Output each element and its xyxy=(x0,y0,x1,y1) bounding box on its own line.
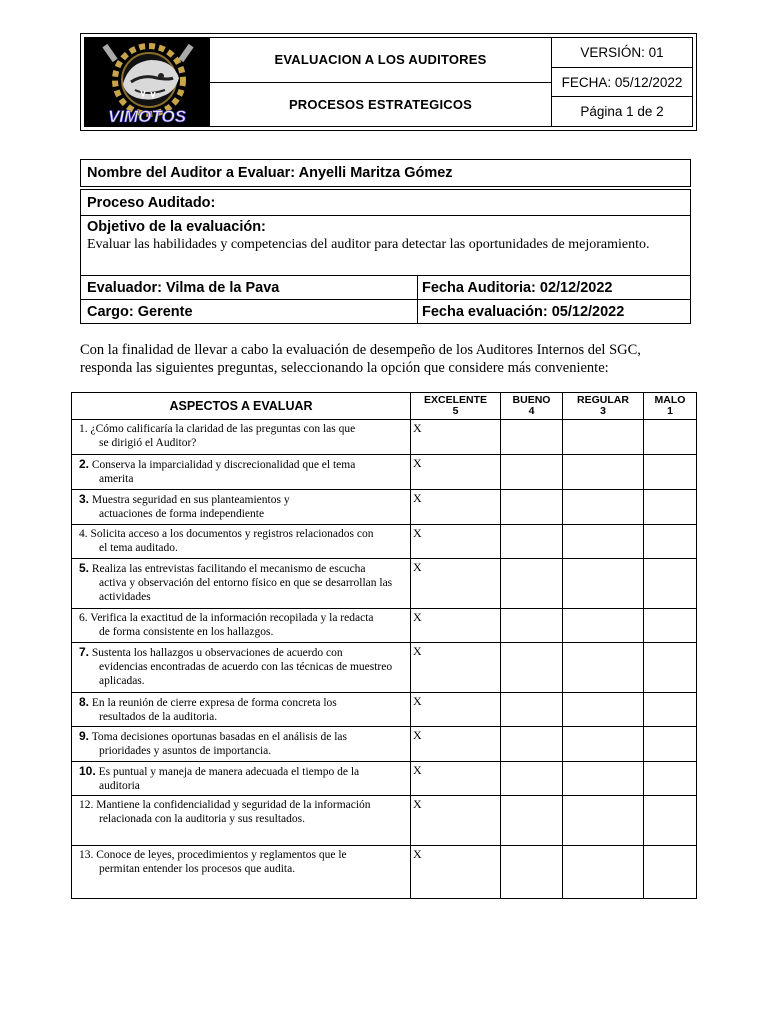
rating-cell-bueno[interactable] xyxy=(501,609,563,643)
aspect-text xyxy=(72,455,411,490)
panther-gear-logo-icon xyxy=(85,38,209,126)
rating-cell-regular[interactable] xyxy=(563,490,644,525)
rating-mark: X xyxy=(413,526,422,540)
rating-cell-malo[interactable] xyxy=(644,420,697,455)
rating-mark: X xyxy=(413,456,422,470)
aspect-number: 13. xyxy=(79,849,94,861)
rating-cell-bueno[interactable] xyxy=(501,525,563,559)
audited-process: Proceso Auditado: xyxy=(80,189,691,216)
rating-cell-regular[interactable] xyxy=(563,762,644,796)
column-score: 3 xyxy=(600,405,606,417)
aspect-first-line: ¿Cómo calificaría la claridad de las preguntas con las que xyxy=(90,423,356,435)
rating-cell-excelente[interactable] xyxy=(411,420,501,455)
aspect-first-line: Sustenta los hallazgos u observaciones de acuerdo con xyxy=(91,647,343,659)
column-score: 1 xyxy=(667,405,673,417)
rating-cell-malo[interactable] xyxy=(644,643,697,693)
rating-mark: X xyxy=(413,763,422,777)
table-row xyxy=(72,643,697,693)
aspect-continuation: amerita xyxy=(99,473,134,485)
evaluation-table xyxy=(71,392,697,899)
aspect-text xyxy=(72,559,411,609)
rating-cell-bueno[interactable] xyxy=(501,420,563,455)
column-score: 5 xyxy=(452,405,459,417)
rating-cell-regular[interactable] xyxy=(563,643,644,693)
rating-cell-regular[interactable] xyxy=(563,455,644,490)
instructions-paragraph: Con la finalidad de llevar a cabo la evaluación de desempeño de los Auditores Internos del SGC, responda las siguientes preguntas, seleccionando la opción que considere más conveniente: xyxy=(80,342,641,376)
rating-cell-malo[interactable] xyxy=(644,609,697,643)
evaluation-date: Fecha evaluación: 05/12/2022 xyxy=(422,303,625,320)
aspect-text xyxy=(72,693,411,727)
rating-cell-excelente[interactable] xyxy=(411,762,501,796)
aspect-number: 9. xyxy=(79,729,90,743)
aspect-text xyxy=(72,525,411,559)
rating-cell-excelente[interactable] xyxy=(411,846,501,899)
aspect-number: 10. xyxy=(79,764,96,778)
aspect-number: 3. xyxy=(79,492,90,506)
table-row xyxy=(72,727,697,762)
column-label: BUENO xyxy=(512,394,551,406)
rating-cell-malo[interactable] xyxy=(644,559,697,609)
aspect-text xyxy=(72,490,411,525)
evaluator-name: Evaluador: Vilma de la Pava xyxy=(81,276,418,299)
rating-cell-malo[interactable] xyxy=(644,796,697,846)
rating-mark: X xyxy=(413,491,422,505)
page-label: Página 1 de 2 xyxy=(552,96,692,126)
rating-cell-excelente[interactable] xyxy=(411,455,501,490)
rating-cell-bueno[interactable] xyxy=(501,727,563,762)
rating-cell-malo[interactable] xyxy=(644,846,697,899)
rating-mark: X xyxy=(413,610,422,624)
rating-cell-regular[interactable] xyxy=(563,796,644,846)
rating-cell-excelente[interactable] xyxy=(411,559,501,609)
aspect-continuation: de forma consistente en los hallazgos. xyxy=(99,626,274,638)
table-row xyxy=(72,609,697,643)
table-row xyxy=(72,420,697,455)
aspect-number: 4. xyxy=(79,528,88,540)
aspect-text xyxy=(72,727,411,762)
rating-cell-regular[interactable] xyxy=(563,559,644,609)
rating-cell-bueno[interactable] xyxy=(501,559,563,609)
aspect-continuation: actuaciones de forma independiente xyxy=(99,508,265,520)
rating-cell-bueno[interactable] xyxy=(501,643,563,693)
aspect-first-line: Toma decisiones oportunas basadas en el análisis de las xyxy=(91,731,348,743)
document-header xyxy=(80,33,697,131)
aspect-first-line: Solicita acceso a los documentos y registros relacionados con xyxy=(90,528,374,540)
rating-cell-bueno[interactable] xyxy=(501,796,563,846)
table-row xyxy=(72,796,697,846)
rating-cell-regular[interactable] xyxy=(563,525,644,559)
rating-cell-regular[interactable] xyxy=(563,693,644,727)
table-row xyxy=(72,846,697,899)
column-header-bueno xyxy=(501,393,563,420)
aspect-text xyxy=(72,609,411,643)
aspect-number: 6. xyxy=(79,612,88,624)
evaluation-objective xyxy=(80,216,691,276)
aspect-number: 5. xyxy=(79,561,90,575)
aspect-continuation: permitan entender los procesos que audita. xyxy=(99,863,296,875)
aspect-first-line: Conoce de leyes, procedimientos y reglamentos que le xyxy=(96,849,347,861)
rating-cell-regular[interactable] xyxy=(563,846,644,899)
aspect-continuation: prioridades y asuntos de importancia. xyxy=(99,745,272,757)
aspect-number: 2. xyxy=(79,457,90,471)
aspect-number: 12. xyxy=(79,799,94,811)
rating-cell-malo[interactable] xyxy=(644,455,697,490)
aspects-header: ASPECTOS A EVALUAR xyxy=(72,393,411,420)
aspect-number: 8. xyxy=(79,695,90,709)
aspect-continuation: el tema auditado. xyxy=(99,542,178,554)
aspect-first-line: Conserva la imparcialidad y discrecionalidad que el tema xyxy=(91,459,356,471)
date-label: FECHA: 05/12/2022 xyxy=(552,67,692,97)
aspect-continuation: relacionada con la auditoria y sus resultados. xyxy=(99,813,305,825)
aspect-number: 1. xyxy=(79,423,88,435)
table-row xyxy=(72,490,697,525)
aspect-text xyxy=(72,420,411,455)
rating-cell-malo[interactable] xyxy=(644,727,697,762)
rating-cell-bueno[interactable] xyxy=(501,846,563,899)
aspect-first-line: En la reunión de cierre expresa de forma concreta los xyxy=(91,697,337,709)
column-header-malo xyxy=(644,393,697,420)
rating-mark: X xyxy=(413,694,422,708)
logo-wordmark: VIMOTOS xyxy=(107,107,187,126)
aspect-continuation: activa y observación del entorno físico en que se desarrollan las actividades xyxy=(99,577,393,603)
table-row xyxy=(72,762,697,796)
column-header-regular xyxy=(563,393,644,420)
rating-cell-excelente[interactable] xyxy=(411,796,501,846)
column-label: MALO xyxy=(654,394,686,406)
aspect-number: 7. xyxy=(79,645,90,659)
rating-mark: X xyxy=(413,644,422,658)
evaluator-position: Cargo: Gerente xyxy=(81,300,418,323)
rating-mark: X xyxy=(413,421,422,435)
rating-cell-regular[interactable] xyxy=(563,609,644,643)
company-logo xyxy=(85,38,210,126)
rating-cell-excelente[interactable] xyxy=(411,693,501,727)
table-row xyxy=(72,455,697,490)
rating-cell-bueno[interactable] xyxy=(501,455,563,490)
aspect-text xyxy=(72,846,411,899)
column-score: 4 xyxy=(528,405,535,417)
audit-date: Fecha Auditoria: 02/12/2022 xyxy=(422,279,613,296)
aspect-continuation: evidencias encontradas de acuerdo con las técnicas de muestreo aplicadas. xyxy=(99,661,393,687)
aspect-text xyxy=(72,762,411,796)
document-title: EVALUACION A LOS AUDITORES xyxy=(210,38,551,83)
aspect-first-line: Es puntual y maneja de manera adecuada el tiempo de la xyxy=(98,766,360,778)
rating-cell-excelente[interactable] xyxy=(411,490,501,525)
rating-cell-excelente[interactable] xyxy=(411,609,501,643)
aspect-text xyxy=(72,796,411,846)
rating-cell-malo[interactable] xyxy=(644,490,697,525)
rating-mark: X xyxy=(413,797,422,811)
table-row xyxy=(72,693,697,727)
aspect-first-line: Verifica la exactitud de la información recopilada y la redacta xyxy=(90,612,374,624)
column-label: EXCELENTE xyxy=(423,394,487,406)
table-header-row xyxy=(72,393,697,420)
rating-cell-bueno[interactable] xyxy=(501,490,563,525)
rating-cell-malo[interactable] xyxy=(644,693,697,727)
column-label: REGULAR xyxy=(577,394,629,406)
aspect-first-line: Mantiene la confidencialidad y seguridad de la información xyxy=(96,799,371,811)
rating-cell-bueno[interactable] xyxy=(501,762,563,796)
version-label: VERSIÓN: 01 xyxy=(580,44,664,60)
rating-mark: X xyxy=(413,728,422,742)
aspect-first-line: Muestra seguridad en sus planteamientos y xyxy=(91,494,290,506)
objective-label: Objetivo de la evaluación: xyxy=(87,219,266,235)
document-subtitle: PROCESOS ESTRATEGICOS xyxy=(288,96,473,112)
aspect-text xyxy=(72,643,411,693)
rating-mark: X xyxy=(413,847,422,861)
auditor-name: Nombre del Auditor a Evaluar: Anyelli Maritza Gómez xyxy=(80,159,691,187)
rating-cell-excelente[interactable] xyxy=(411,643,501,693)
objective-text: Evaluar las habilidades y competencias del auditor para detectar las oportunidades de mejoramiento. xyxy=(87,237,650,252)
aspect-continuation: auditoria xyxy=(99,780,140,792)
rating-cell-bueno[interactable] xyxy=(501,693,563,727)
rating-cell-regular[interactable] xyxy=(563,420,644,455)
table-row xyxy=(72,525,697,559)
aspect-continuation: se dirigió el Auditor? xyxy=(99,437,197,449)
rating-cell-excelente[interactable] xyxy=(411,525,501,559)
table-row xyxy=(72,559,697,609)
aspect-continuation: resultados de la auditoria. xyxy=(99,711,218,723)
rating-cell-malo[interactable] xyxy=(644,525,697,559)
evaluation-info xyxy=(80,159,691,324)
aspect-first-line: Realiza las entrevistas facilitando el mecanismo de escucha xyxy=(91,563,366,575)
rating-mark: X xyxy=(413,560,422,574)
rating-cell-malo[interactable] xyxy=(644,762,697,796)
rating-cell-excelente[interactable] xyxy=(411,727,501,762)
evaluator-row xyxy=(80,276,691,300)
rating-cell-regular[interactable] xyxy=(563,727,644,762)
column-header-excelente xyxy=(411,393,501,420)
position-row xyxy=(80,300,691,324)
